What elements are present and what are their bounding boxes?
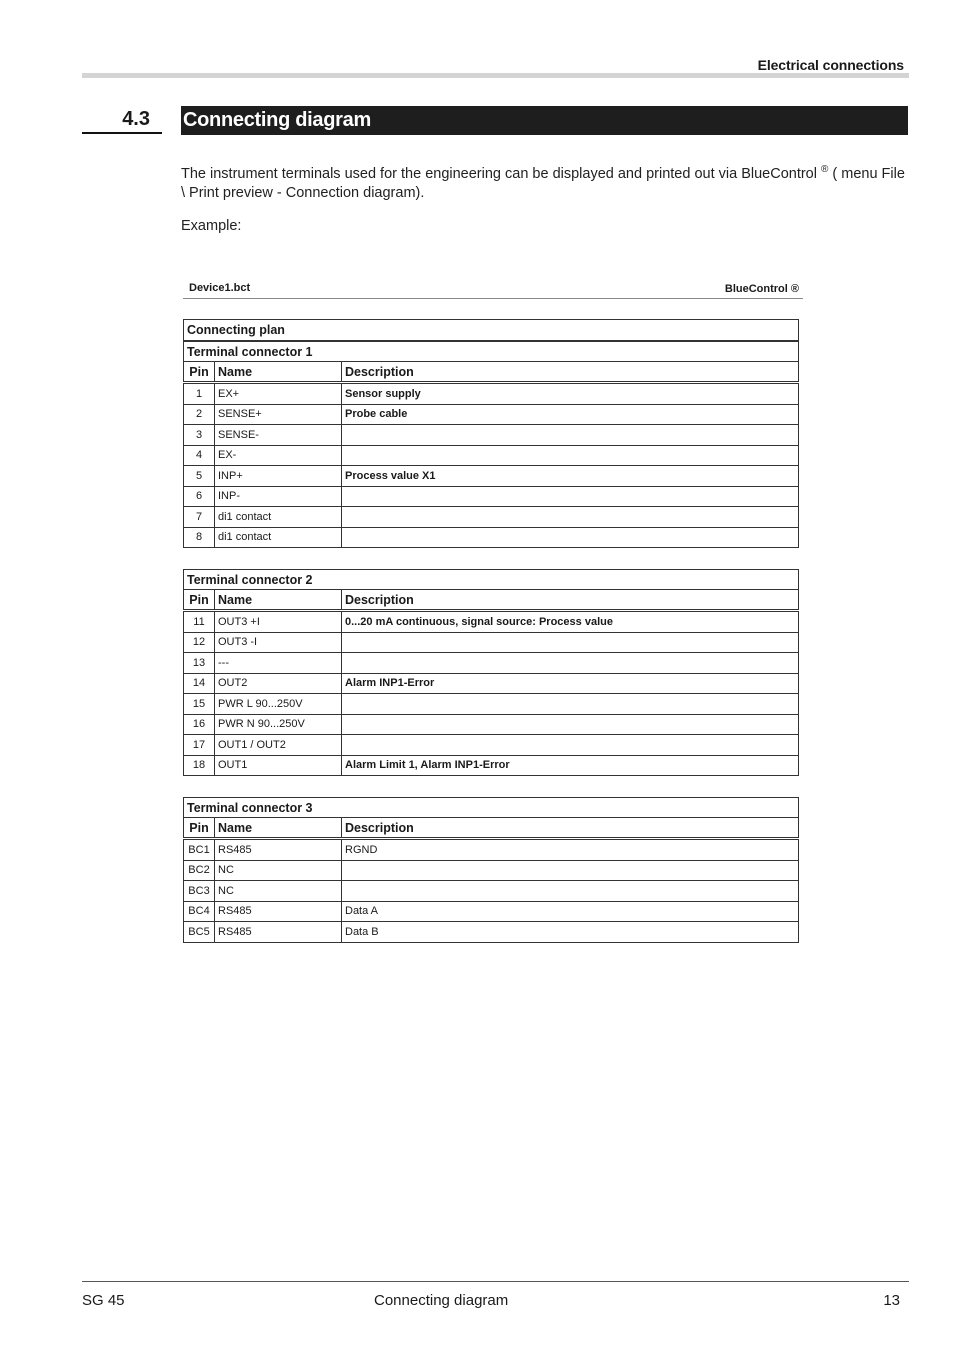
printout-rule <box>183 298 803 299</box>
description-cell: Data B <box>342 922 799 943</box>
column-header-pin: Pin <box>184 362 215 383</box>
name-cell: di1 contact <box>215 527 342 548</box>
description-cell <box>342 507 799 528</box>
table-row <box>184 653 799 674</box>
table-row <box>184 425 799 446</box>
printout-file-name: Device1.bct <box>189 282 251 294</box>
description-cell: Alarm INP1-Error <box>342 673 799 694</box>
pin-cell: 16 <box>184 714 215 735</box>
pin-cell: 6 <box>184 486 215 507</box>
name-cell: OUT1 / OUT2 <box>215 735 342 756</box>
connecting-plan-title <box>183 319 799 341</box>
table-row <box>184 673 799 694</box>
description-cell <box>342 881 799 902</box>
description-cell <box>342 486 799 507</box>
table-row <box>184 901 799 922</box>
pin-cell: 7 <box>184 507 215 528</box>
table-row <box>184 735 799 756</box>
column-header-pin: Pin <box>184 590 215 611</box>
name-cell: di1 contact <box>215 507 342 528</box>
page-number: 13 <box>883 1292 900 1309</box>
table-row <box>184 445 799 466</box>
column-header-description: Description <box>342 362 799 383</box>
example-label: Example: <box>181 218 242 234</box>
pin-cell: BC2 <box>184 860 215 881</box>
terminal-connector-table <box>183 797 799 943</box>
column-header-pin: Pin <box>184 818 215 839</box>
name-cell: RS485 <box>215 922 342 943</box>
column-header-name: Name <box>215 590 342 611</box>
table-row <box>184 839 799 861</box>
table-row <box>184 507 799 528</box>
pin-cell: 11 <box>184 611 215 633</box>
pin-cell: 8 <box>184 527 215 548</box>
pin-cell: 15 <box>184 694 215 715</box>
description-cell: Alarm Limit 1, Alarm INP1-Error <box>342 755 799 776</box>
column-header-name: Name <box>215 362 342 383</box>
description-cell: Probe cable <box>342 404 799 425</box>
description-cell: Sensor supply <box>342 383 799 405</box>
column-header-name: Name <box>215 818 342 839</box>
description-cell: 0...20 mA continuous, signal source: Process value <box>342 611 799 633</box>
pin-cell: BC5 <box>184 922 215 943</box>
table-row <box>184 611 799 633</box>
section-title-bar <box>181 106 908 135</box>
description-cell <box>342 735 799 756</box>
terminal-connector-table <box>183 569 799 776</box>
name-cell: INP- <box>215 486 342 507</box>
name-cell: EX- <box>215 445 342 466</box>
footer-rule <box>82 1281 909 1282</box>
terminal-connector-table <box>183 341 799 548</box>
name-cell: NC <box>215 860 342 881</box>
table-row <box>184 755 799 776</box>
pin-cell: 12 <box>184 632 215 653</box>
pin-cell: 2 <box>184 404 215 425</box>
table-row <box>184 881 799 902</box>
connector-title: Terminal connector 1 <box>184 342 799 362</box>
table-row <box>184 922 799 943</box>
table-row <box>184 404 799 425</box>
description-cell <box>342 694 799 715</box>
pin-cell: BC1 <box>184 839 215 861</box>
table-row <box>184 632 799 653</box>
name-cell: RS485 <box>215 839 342 861</box>
connecting-plan-label: Connecting plan <box>187 323 285 337</box>
intro-paragraph <box>181 160 908 203</box>
table-row <box>184 527 799 548</box>
footer-product: SG 45 <box>82 1292 125 1309</box>
pin-cell: 18 <box>184 755 215 776</box>
name-cell: --- <box>215 653 342 674</box>
column-header-description: Description <box>342 590 799 611</box>
name-cell: EX+ <box>215 383 342 405</box>
registered-mark: ® <box>821 164 829 175</box>
description-cell <box>342 425 799 446</box>
pin-cell: 3 <box>184 425 215 446</box>
running-header: Electrical connections <box>757 57 904 73</box>
name-cell: SENSE- <box>215 425 342 446</box>
table-row <box>184 486 799 507</box>
pin-cell: 5 <box>184 466 215 487</box>
pin-cell: 4 <box>184 445 215 466</box>
header-rule <box>82 73 909 78</box>
section-number-box <box>82 106 162 134</box>
connector-title: Terminal connector 3 <box>184 798 799 818</box>
column-header-description: Description <box>342 818 799 839</box>
description-cell: Data A <box>342 901 799 922</box>
pin-cell: 1 <box>184 383 215 405</box>
intro-text-before: The instrument terminals used for the engineering can be displayed and printed out via BlueControl <box>181 165 817 182</box>
name-cell: OUT3 -I <box>215 632 342 653</box>
pin-cell: BC3 <box>184 881 215 902</box>
name-cell: PWR L 90...250V <box>215 694 342 715</box>
description-cell <box>342 653 799 674</box>
name-cell: OUT1 <box>215 755 342 776</box>
description-cell: RGND <box>342 839 799 861</box>
table-row <box>184 714 799 735</box>
description-cell <box>342 527 799 548</box>
pin-cell: 13 <box>184 653 215 674</box>
table-row <box>184 860 799 881</box>
table-row <box>184 694 799 715</box>
section-number: 4.3 <box>122 108 150 130</box>
name-cell: OUT3 +I <box>215 611 342 633</box>
description-cell: Process value X1 <box>342 466 799 487</box>
footer-section: Connecting diagram <box>374 1292 509 1309</box>
printout-app-name: BlueControl ® <box>724 283 799 295</box>
section-title: Connecting diagram <box>183 109 371 131</box>
name-cell: PWR N 90...250V <box>215 714 342 735</box>
name-cell: RS485 <box>215 901 342 922</box>
description-cell <box>342 860 799 881</box>
description-cell <box>342 445 799 466</box>
intro-text-after: ( menu File \ Print preview - Connection diagram). <box>181 165 905 201</box>
name-cell: INP+ <box>215 466 342 487</box>
name-cell: OUT2 <box>215 673 342 694</box>
pin-cell: 14 <box>184 673 215 694</box>
connector-title: Terminal connector 2 <box>184 570 799 590</box>
table-row <box>184 383 799 405</box>
name-cell: NC <box>215 881 342 902</box>
name-cell: SENSE+ <box>215 404 342 425</box>
description-cell <box>342 714 799 735</box>
description-cell <box>342 632 799 653</box>
pin-cell: BC4 <box>184 901 215 922</box>
table-row <box>184 466 799 487</box>
pin-cell: 17 <box>184 735 215 756</box>
